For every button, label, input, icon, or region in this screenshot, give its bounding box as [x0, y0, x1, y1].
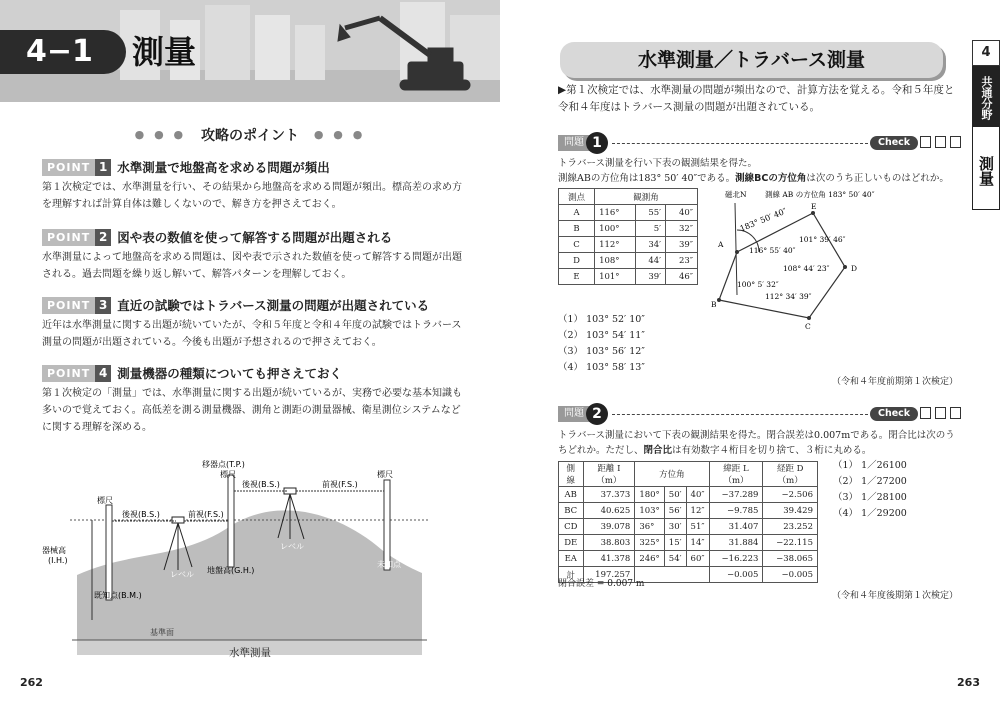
- table-row: C 112° 34′ 39″: [559, 237, 698, 253]
- point-4: [42, 364, 462, 436]
- point-b-label: B: [711, 300, 717, 309]
- q2-observation-table: 側線 距離 I（m） 方位角 緯距 L（m） 経距 D（m） AB 37.373 180° 50′ 40″ −37.289 −2.506 BC 40.625 103° 56′ 12″ −9.785 39.429 CD 39.078 36° 30′ 51″ 31.407 23.252 DE 38.803 325° 15′ 14″ 31.884 −22.115 EA 41.378 246° 54′ 60″ −16.223 −38.065 計 197.257 −0.005 −0.005: [558, 461, 818, 583]
- unknown-point-label: 未知点: [377, 560, 401, 569]
- check-box[interactable]: [935, 136, 946, 148]
- bearing-note: 測線 AB の方位角 183° 50′ 40″: [765, 190, 875, 199]
- angle-a-label: 116° 55′ 40″: [749, 246, 796, 255]
- angle-d-label: 108° 44′ 23″: [783, 264, 830, 273]
- check-box[interactable]: [920, 407, 931, 419]
- point-body: 近年は水準測量に関する出題が続いていたが、令和５年度と令和４年度の試験ではトラバース測量の問題が出題されている。今後も出題が予想されるので押さえておく。: [42, 320, 462, 348]
- table-row: CD 39.078 36° 30′ 51″ 31.407 23.252: [559, 519, 818, 535]
- choice-4[interactable]: （4） 103° 58′ 13″: [558, 362, 645, 373]
- check-box[interactable]: [950, 136, 961, 148]
- check-label: Check: [870, 407, 918, 421]
- table-row: EA 41.378 246° 54′ 60″ −16.223 −38.065: [559, 551, 818, 567]
- foresight-label-2: 前視(F.S.): [322, 480, 358, 489]
- point-title: 測量機器の種類についても押さえておく: [117, 366, 342, 381]
- q1-observation-table: 測点 観測角 A 116° 55′ 40″ B 100° 5′ 32″ C 112° 34′ 39″ D 108° 44′ 23″ E 101° 39′ 46″: [558, 188, 698, 285]
- angle-b-label: 100° 5′ 32″: [737, 280, 779, 289]
- question-label: 問題: [558, 406, 590, 422]
- question-1-header: [558, 132, 958, 154]
- question-label: 問題: [558, 135, 590, 151]
- table-total-row: 計 197.257 −0.005 −0.005: [559, 567, 818, 583]
- question-2-text: トラバース測量において下表の観測結果を得た。閉合誤差は0.007mである。閉合比は次のうちどれか。ただし、閉合比は有効数字４桁目を切り捨て、３桁に丸める。: [558, 430, 955, 456]
- table-row: DE 38.803 325° 15′ 14″ 31.884 −22.115: [559, 535, 818, 551]
- question-2-header: [558, 403, 958, 425]
- instrument-height-label: 器械高: [42, 546, 66, 555]
- point-title: 図や表の数値を使って解答する問題が出題される: [117, 230, 393, 245]
- instrument-height-abbr: (I.H.): [48, 556, 68, 565]
- table-row: AB 37.373 180° 50′ 40″ −37.289 −2.506: [559, 487, 818, 503]
- section-title: 水準測量／トラバース測量: [560, 42, 943, 78]
- dots-decoration-right: ● ● ●: [313, 128, 366, 141]
- chapter-number-tab: 4−1: [0, 30, 126, 74]
- right-page: [500, 0, 1000, 707]
- closure-error-note: 閉合誤差 = 0.007 m: [558, 579, 645, 589]
- choice-1[interactable]: （1） 1／26100: [833, 460, 907, 471]
- table-row: BC 40.625 103° 56′ 12″ −9.785 39.429: [559, 503, 818, 519]
- table-row: A 116° 55′ 40″: [559, 205, 698, 221]
- chapter-banner: [0, 0, 500, 102]
- angle-c-label: 112° 34′ 39″: [765, 292, 812, 301]
- leveling-diagram: [42, 455, 452, 660]
- north-label: 磁北N: [725, 190, 747, 199]
- benchmark-label: 既知点(B.M.): [94, 591, 142, 600]
- level-label-2: レベル: [280, 542, 304, 551]
- choice-3[interactable]: （3） 1／28100: [833, 492, 907, 503]
- point-number: 4: [95, 365, 111, 382]
- question-1-source: （令和４年度前期第１次検定）: [831, 377, 958, 387]
- point-1: [42, 158, 462, 213]
- intro-text: ▶第１次検定では、水準測量の問題が頻出なので、計算方法を覚える。令和５年度と令和４年度はトラバース測量の問題が出題されている。: [558, 84, 955, 113]
- leveling-staff-2: [228, 475, 234, 567]
- angle-e-label: 101° 39′ 46″: [799, 235, 846, 244]
- question-1-choices: [558, 312, 645, 376]
- foresight-label-1: 前視(F.S.): [188, 510, 224, 519]
- choice-2[interactable]: （2） 103° 54′ 11″: [558, 330, 645, 341]
- point-title: 直近の試験ではトラバース測量の問題が出題されている: [117, 298, 430, 313]
- question-2-choices: [833, 458, 907, 522]
- datum-label: 基準面: [150, 628, 174, 637]
- point-e-label: E: [811, 202, 817, 211]
- choice-2[interactable]: （2） 1／27200: [833, 476, 907, 487]
- point-number: 2: [95, 229, 111, 246]
- point-3: [42, 296, 462, 351]
- point-body: 第１次検定では、水準測量を行い、その結果から地盤高を求める問題が頻出。標高差の求め方を理解すれば計算自体は難しくないので、解き方を押さえておく。: [42, 182, 462, 210]
- point-a-label: A: [718, 240, 724, 249]
- leveling-staff-1: [106, 505, 112, 600]
- check-label: Check: [870, 136, 918, 150]
- page-number-left: 262: [20, 676, 43, 689]
- point-badge: POINT: [42, 229, 95, 246]
- point-badge: POINT: [42, 365, 95, 382]
- point-title: 水準測量で地盤高を求める問題が頻出: [117, 160, 330, 175]
- leveling-staff-3: [384, 480, 390, 570]
- choice-4[interactable]: （4） 1／29200: [833, 508, 907, 519]
- question-number: 2: [586, 403, 608, 425]
- point-body: 水準測量によって地盤高を求める問題は、図や表で示された数値を使って解答する問題が出題される。過去問題を繰り返し解いて、解答パターンを理解しておく。: [42, 252, 462, 280]
- side-tab-number: 4: [972, 40, 1000, 66]
- page-number-right: 263: [957, 676, 980, 689]
- table-row: B 100° 5′ 32″: [559, 221, 698, 237]
- point-body: 第１次検定の「測量」では、水準測量に関する出題が続いているが、実務で必要な基本知識も多いので覚えておく。高低差を測る測量機器、測角と測距の測量器械、衛星測位システムなどに関する理解を深める。: [42, 388, 462, 433]
- point-c-label: C: [805, 322, 811, 331]
- check-box[interactable]: [920, 136, 931, 148]
- side-tab-category: 共通分野: [972, 66, 1000, 126]
- tp-label: 移器点(T.P.): [202, 460, 245, 469]
- choice-1[interactable]: （1） 103° 52′ 10″: [558, 314, 645, 325]
- table-row: E 101° 39′ 46″: [559, 269, 698, 285]
- capture-points-heading: [0, 125, 500, 145]
- question-2-source: （令和４年度後期第１次検定）: [831, 591, 958, 601]
- backsight-label-2: 後視(B.S.): [242, 480, 280, 489]
- point-badge: POINT: [42, 159, 95, 176]
- table-row: D 108° 44′ 23″: [559, 253, 698, 269]
- ground-height-label: 地盤高(G.H.): [207, 566, 255, 575]
- backsight-label-1: 後視(B.S.): [122, 510, 160, 519]
- point-number: 3: [95, 297, 111, 314]
- point-d-label: D: [851, 264, 858, 273]
- dots-decoration-left: ● ● ●: [134, 128, 187, 141]
- check-box[interactable]: [950, 407, 961, 419]
- check-box[interactable]: [935, 407, 946, 419]
- chapter-title: 測量: [132, 33, 197, 71]
- choice-3[interactable]: （3） 103° 56′ 12″: [558, 346, 645, 357]
- point-number: 1: [95, 159, 111, 176]
- point-badge: POINT: [42, 297, 95, 314]
- capture-heading-text: 攻略のポイント: [201, 128, 299, 144]
- diagram-caption: 水準測量: [229, 647, 271, 659]
- traverse-figure: [705, 185, 915, 335]
- question-1-text: トラバース測量を行い下表の観測結果を得た。 測線ABの方位角は183° 50′ 40″である。測線BCの方位角は次のうち正しいものはどれか。: [558, 158, 949, 184]
- staff-label-3: 標尺: [377, 470, 393, 479]
- point-2: [42, 228, 462, 283]
- arc-angle-label: 183° 50′ 40″: [738, 206, 788, 234]
- side-tab-topic: 測量: [972, 126, 1000, 210]
- staff-label-2: 標尺: [220, 470, 236, 479]
- side-index-tab: [972, 40, 1000, 210]
- question-number: 1: [586, 132, 608, 154]
- staff-label-1: 標尺: [97, 496, 113, 505]
- level-label-1: レベル: [170, 570, 194, 579]
